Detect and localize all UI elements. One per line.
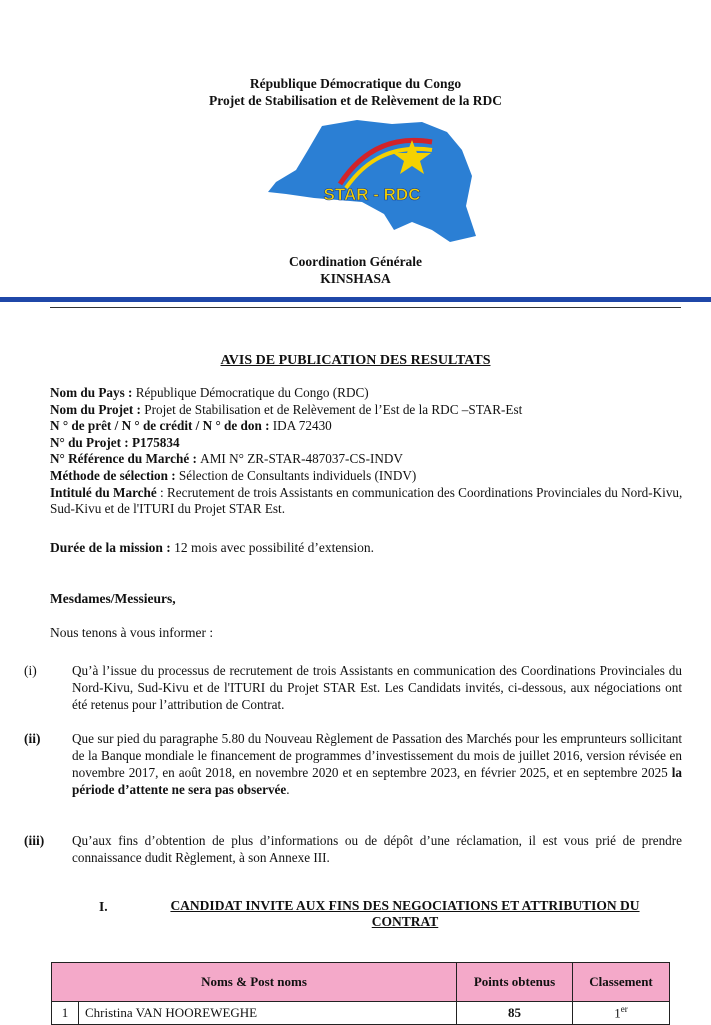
info-project-number: N° du Projet : P175834 <box>50 434 180 450</box>
item-3-text: Qu’aux fins d’obtention de plus d’informations ou de dépôt d’une réclamation, il est vous prié de prendre connaissance dudit Règlement, à son Annexe III. <box>72 833 682 865</box>
row-rank: 1er <box>573 1002 670 1025</box>
info-reference: N° Référence du Marché : AMI N° ZR-STAR-487037-CS-INDV <box>50 451 403 467</box>
drc-map-shape <box>268 120 476 242</box>
duration: Durée de la mission : 12 mois avec possibilité d’extension. <box>50 540 374 555</box>
header-city: KINSHASA <box>320 271 391 286</box>
section-number: I. <box>99 899 108 914</box>
item-1-number: (i) <box>24 663 37 678</box>
logo-text: STAR - RDC <box>323 185 421 204</box>
info-method: Méthode de sélection : Sélection de Consultants individuels (INDV) <box>50 467 417 483</box>
table-header-row <box>52 963 670 1002</box>
header-rank: Classement <box>573 963 670 1002</box>
item-2-number: (ii) <box>24 731 41 746</box>
row-number: 1 <box>52 1002 79 1025</box>
header-coordination: Coordination Générale <box>288 254 423 269</box>
header-project: Projet de Stabilisation et de Relèvement de la RDC <box>209 93 502 108</box>
info-block <box>50 385 690 518</box>
item-1-text: Qu’à l’issue du processus de recrutement de trois Assistants en communication des Coordinations Provinciales du Nord-Kivu, Sud-Kivu et de l'ITURI du Projet STAR Est. Les Candidats invités, ci-dessous, aux négociations ont été retenus pour l’attribution de Contrat. <box>72 663 682 712</box>
salutation: Mesdames/Messieurs, <box>50 591 176 606</box>
results-table <box>51 962 670 1025</box>
star-rdc-logo <box>262 118 480 248</box>
intro: Nous tenons à vous informer : <box>50 625 214 640</box>
row-points: 85 <box>457 1002 573 1025</box>
section-title: CANDIDAT INVITE AUX FINS DES NEGOCIATIONS ET ATTRIBUTION DU CONTRAT <box>170 898 640 929</box>
header-name: Noms & Post noms <box>52 963 457 1002</box>
item-2-text: Que sur pied du paragraphe 5.80 du Nouveau Règlement de Passation des Marchés pour les emprunteurs sollicitant de la Banque mondiale le financement de programmes d’investissement du mois de juillet 2016, version révisée en novembre 2017, en août 2018, en novembre 2020 et en septembre 2023, en février 2025, et en septembre 2025 la période d’attente ne sera pas observée. <box>72 731 682 797</box>
header-country: République Démocratique du Congo <box>249 76 462 91</box>
item-3-number: (iii) <box>24 833 45 848</box>
info-country: Nom du Pays : République Démocratique du Congo (RDC) <box>50 385 369 400</box>
header-points: Points obtenus <box>457 963 573 1002</box>
header-rule-blue <box>0 297 711 302</box>
info-title: Intitulé du Marché : Recrutement de trois Assistants en communication des Coordinations Provinciales du Nord-Kivu, Sud-Kivu et de l'ITURI du Projet STAR Est. <box>50 484 683 517</box>
info-loan: N ° de prêt / N ° de crédit / N ° de don : IDA 72430 <box>50 418 332 434</box>
notice-title: AVIS DE PUBLICATION DES RESULTATS <box>220 353 491 368</box>
table-row <box>52 1002 670 1025</box>
info-project: Nom du Projet : Projet de Stabilisation et de Relèvement de l’Est de la RDC –STAR-Est <box>50 401 523 417</box>
row-name: Christina VAN HOOREWEGHE <box>79 1002 457 1025</box>
header-rule-thin <box>50 307 681 308</box>
